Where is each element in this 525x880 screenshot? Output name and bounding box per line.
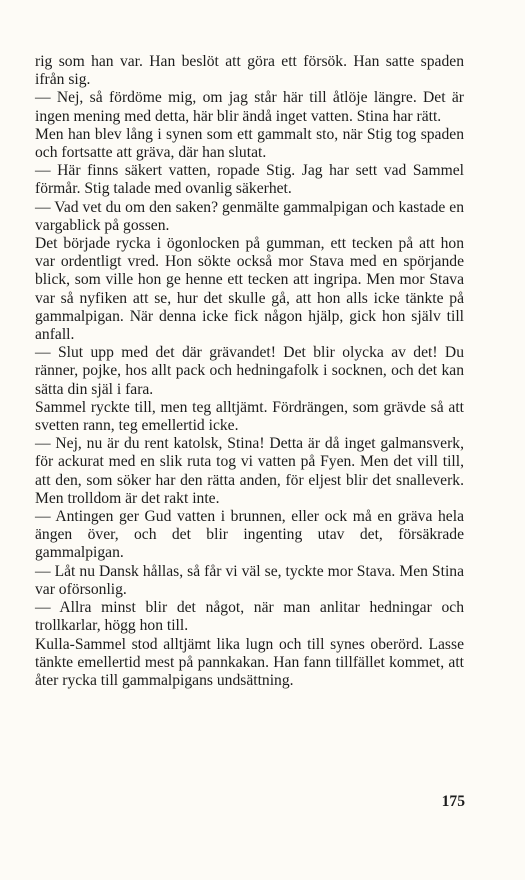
paragraph: Kulla-Sammel stod alltjämt lika lugn och till synes oberörd. Lasse tänkte emellertid mest på pannkakan. Han fann tillfället kommet, att åter rycka till gammalpigans undsättning. xyxy=(35,635,464,689)
paragraph: Sammel ryckte till, men teg alltjämt. Fördrängen, som grävde så att svetten rann, teg emellertid icke. xyxy=(35,398,464,435)
paragraph: — Nej, så fördöme mig, om jag står här till åtlöje längre. Det är ingen mening med detta, här blir ändå inget vatten. Stina har rätt. xyxy=(35,89,464,125)
page-number: 175 xyxy=(441,793,465,810)
paragraph: — Slut upp med det där grävandet! Det blir olycka av det! Du ränner, pojke, hos allt pack och hedningafolk i socknen, och det kan sätta din själ i fara. xyxy=(35,344,464,398)
paragraph: Men han blev lång i synen som ett gammalt sto, när Stig tog spaden och fortsatte att gräva, där han slutat. xyxy=(35,125,464,162)
paragraph: — Vad vet du om den saken? genmälte gammalpigan och kastade en vargablick på gossen. xyxy=(35,198,464,234)
paragraph: rig som han var. Han beslöt att göra ett försök. Han satte spaden ifrån sig. xyxy=(35,53,464,89)
paragraph: — Antingen ger Gud vatten i brunnen, eller ock må en gräva hela ängen över, och det blir ingenting utav det, försäkrade gammalpigan. xyxy=(35,508,464,562)
paragraph: — Allra minst blir det något, när man anlitar hedningar och trollkarlar, högg hon till. xyxy=(35,599,464,635)
body-text xyxy=(35,53,464,690)
paragraph: — Här finns säkert vatten, ropade Stig. Jag har sett vad Sammel förmår. Stig talade med ovanlig säkerhet. xyxy=(35,162,464,198)
paragraph: — Nej, nu är du rent katolsk, Stina! Detta är då inget galmansverk, för ackurat med en slik ruta tog vi vatten på Fyen. Men det vill till, att den, som söker har den rätta anden, för eljest blir det snalleverk. Men trolldom är det rakt inte. xyxy=(35,435,464,507)
paragraph: Det började rycka i ögonlocken på gumman, ett tecken på att hon var ordentligt vred. Hon sökte också mor Stava med en spörjande blick, som ville hon ge henne ett tecken att ingripa. Men mor Stava var så nyfiken att se, hur det skulle gå, att hon alls icke tänkte på gammalpigan. När denna icke fick någon hjälp, gick hon själv till anfall. xyxy=(35,235,464,344)
paragraph: — Låt nu Dansk hållas, så får vi väl se, tyckte mor Stava. Men Stina var oförsonlig. xyxy=(35,562,464,598)
